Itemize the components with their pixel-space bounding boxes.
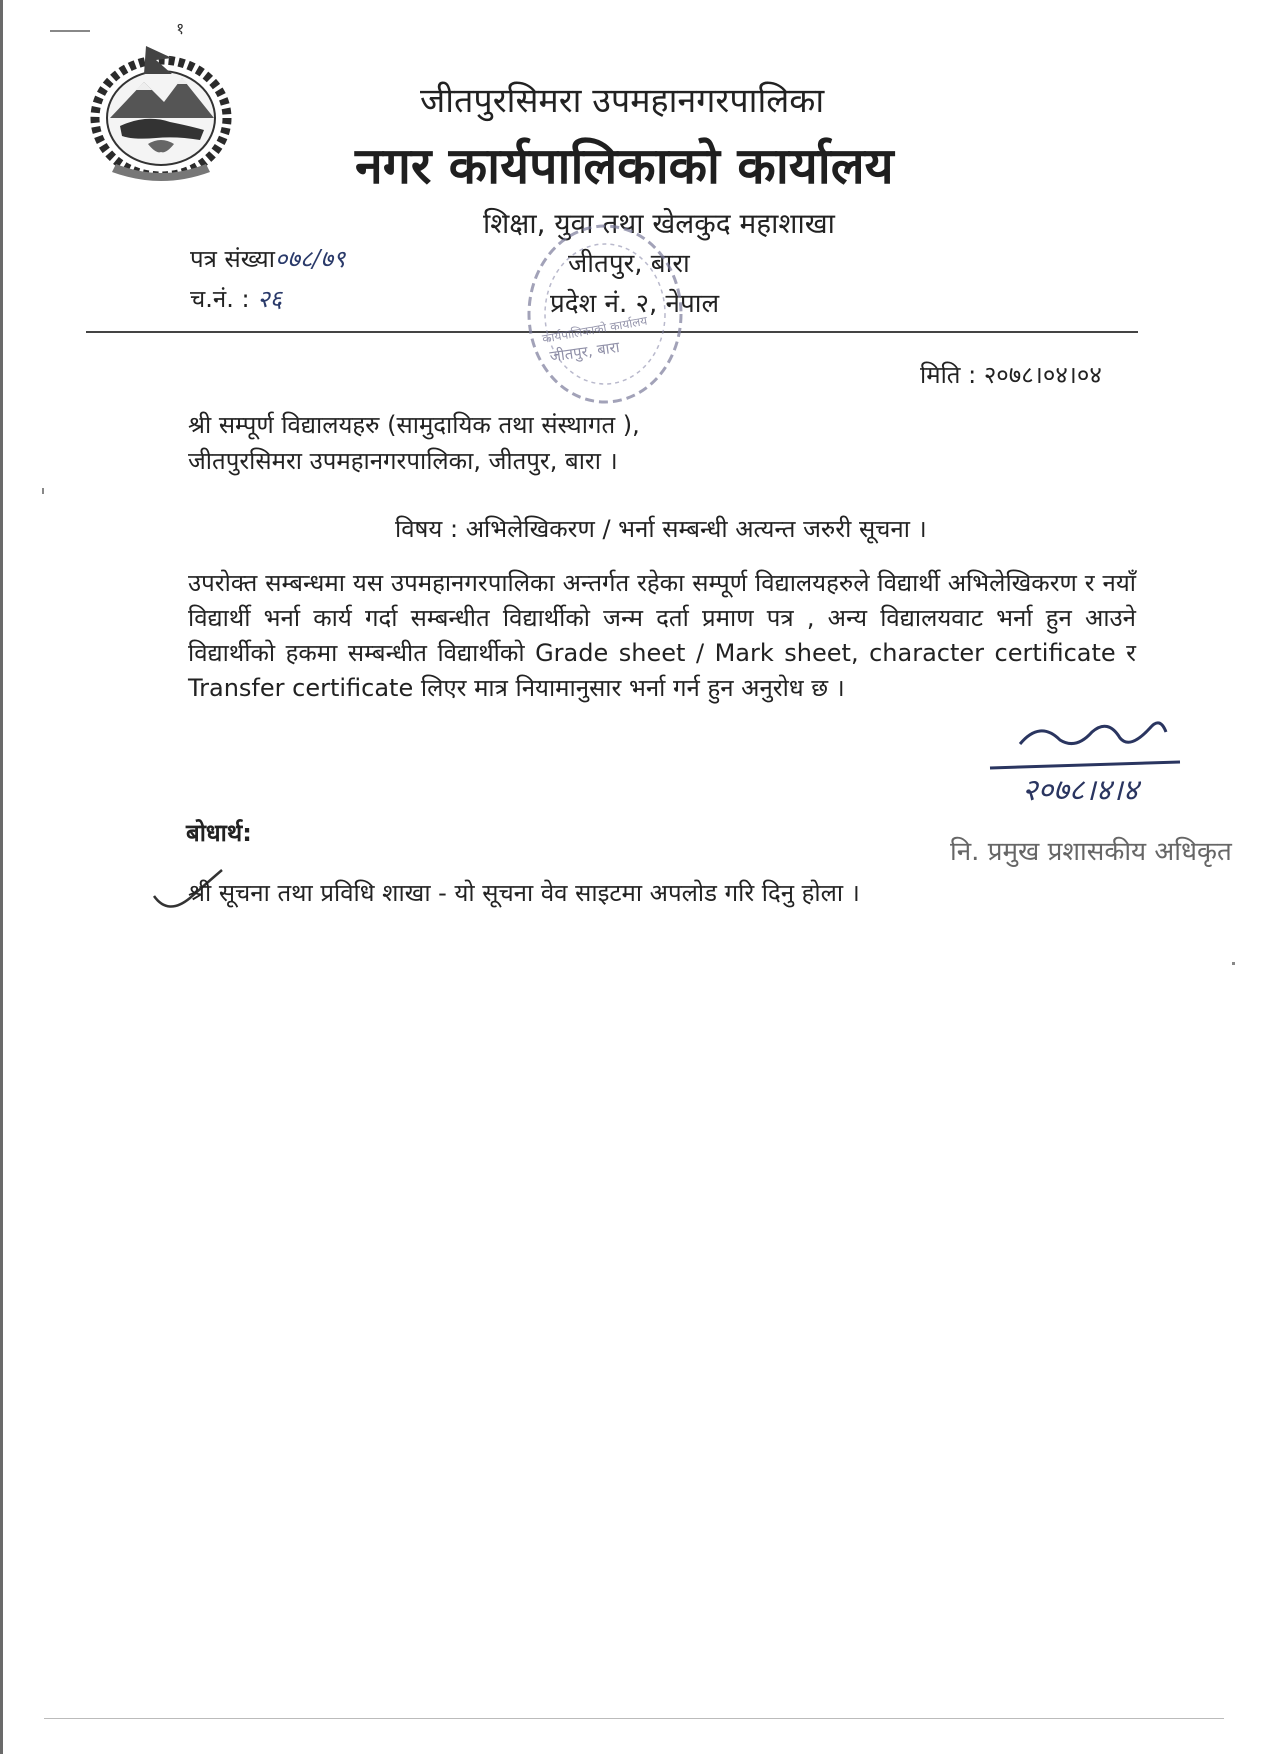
office-stamp [520, 214, 690, 410]
chalani-value: २६ [257, 285, 283, 313]
scan-speck [1232, 962, 1235, 965]
municipality-name: जीतपुरसिमरा उपमहानगरपालिका [420, 81, 825, 121]
date-value: २०७८।०४।०४ [983, 361, 1102, 389]
nepal-emblem-icon [86, 18, 246, 183]
address-province: प्रदेश नं. २, नेपाल [550, 289, 720, 319]
page-scan-edge [0, 0, 3, 1754]
addressee-line-2: जीतपुरसिमरा उपमहानगरपालिका, जीतपुर, बारा । [188, 447, 618, 475]
letter-body: उपरोक्त सम्बन्धमा यस उपमहानगरपालिका अन्तर्गत रहेका सम्पूर्ण विद्यालयहरुले विद्यार्थी अभिलेखिकरण र नयाँ विद्यार्थी भर्ना कार्य गर्दा सम्बन्धीत विद्यार्थीको जन्म दर्ता प्रमाण पत्र , अन्य विद्यालयवाट भर्ना हुन आउने विद्यार्थीको हकमा सम्बन्धीत विद्यार्थीको Grade sheet / Mark sheet, character certificate र Transfer certificate लिएर मात्र नियामानुसार भर्ना गर्न हुन अनुरोध छ । [188, 569, 1136, 702]
office-name: नगर कार्यपालिकाको कार्यालय [355, 137, 894, 195]
scan-speck [50, 30, 90, 32]
addressee-line-1: श्री सम्पूर्ण विद्यालयहरु (सामुदायिक तथा संस्थागत ), [188, 411, 640, 439]
signature-date: २०७८।४।४ [1022, 773, 1139, 808]
address-city: जीतपुर, बारा [568, 249, 690, 279]
svg-text:जीतपुर, बारा: जीतपुर, बारा [548, 338, 621, 366]
emblem-number: १ [176, 19, 185, 38]
cc-recipient-line: श्री सूचना तथा प्रविधि शाखा - यो सूचना वेव साइटमा अपलोड गरि दिनु होला । [188, 879, 860, 907]
scan-speck [42, 488, 44, 494]
chalani-label: च.नं. : [190, 285, 250, 313]
patra-label: पत्र संख्या [190, 245, 275, 273]
signature [980, 710, 1220, 810]
signatory-title: नि. प्रमुख प्रशासकीय अधिकृत [950, 837, 1232, 867]
letter-date [920, 358, 1102, 391]
date-label: मिति : [920, 361, 977, 389]
chalani-number [190, 282, 282, 315]
svg-text:कार्यपालिकाको कार्यालय: कार्यपालिकाको कार्यालय [541, 313, 649, 346]
patra-sankhya [190, 242, 345, 275]
patra-value: ०७८/७९ [274, 245, 346, 273]
page-bottom-line [44, 1718, 1224, 1719]
cc-label: बोधार्थ: [186, 819, 252, 847]
letter-subject: विषय : अभिलेखिकरण / भर्ना सम्बन्धी अत्यन्त जरुरी सूचना । [395, 515, 927, 543]
division-name: शिक्षा, युवा तथा खेलकुद महाशाखा [483, 207, 835, 240]
